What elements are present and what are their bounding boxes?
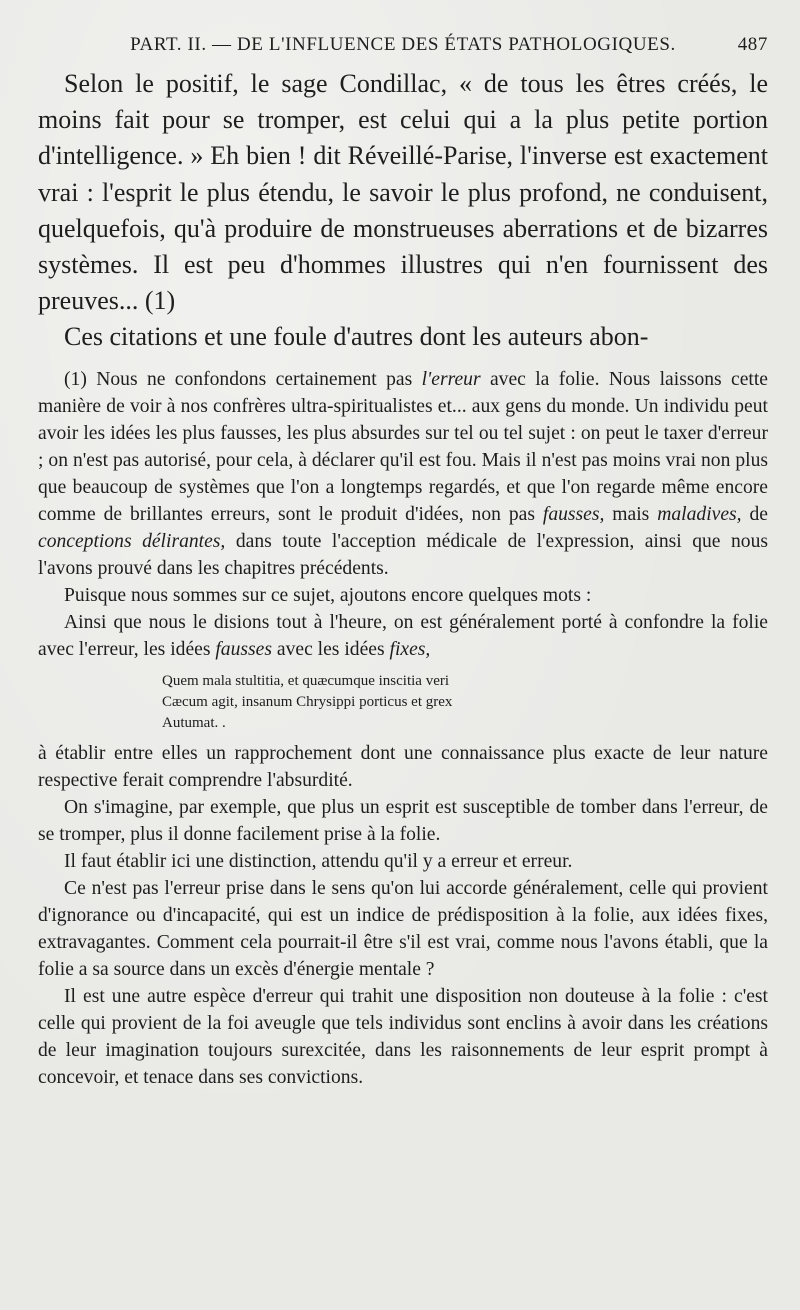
footnote-text-5: dans toute l'acception médicale de l'expression, ainsi que nous l'avons prouvé dans les chapitres précédents. [38, 530, 768, 579]
ainsi-italic-fausses: fausses [215, 638, 272, 660]
ainsi-text-1: Ainsi que nous le disions tout à l'heure, on est généralement porté à confondre la folie avec l'erreur, les idées [38, 611, 768, 660]
running-head [38, 28, 768, 62]
latin-verse [162, 671, 768, 734]
footnote-italic-erreur: l'erreur [421, 368, 481, 390]
footnote-italic-conceptions: conceptions délirantes, [38, 530, 226, 552]
verse-line: Autumat. . [162, 714, 226, 731]
paragraph-citations: Ces citations et une foule d'autres dont les auteurs abon- [64, 322, 649, 352]
footnote-text [38, 366, 768, 582]
footnote-1 [38, 366, 768, 582]
running-title: PART. II. — DE L'INFLUENCE DES ÉTATS PATHOLOGIQUES. [130, 34, 676, 55]
paragraph-puisque: Puisque nous sommes sur ce sujet, ajoutons encore quelques mots : [64, 584, 592, 606]
paragraph-autre: Il est une autre espèce d'erreur qui trahit une disposition non douteuse à la folie : c'est celle qui provient de la foi aveugle que tels individus sont enclins à avoir dans les créations de leur imagination toujours surexcitée, dans les raisonnements de leur esprit prompt à concevoir, et tenace dans ses convictions. [38, 985, 768, 1088]
footnote-text-1: (1) Nous ne confondons certainement pas [64, 368, 422, 390]
paragraph-etablir: à établir entre elles un rapprochement dont une connaissance plus exacte de leur nature respective ferait comprendre l'absurdité. [38, 742, 768, 791]
footnote-italic-maladives: maladives, [657, 503, 742, 525]
footnote-italic-fausses: fausses, [542, 503, 605, 525]
paragraph-imagine: On s'imagine, par exemple, que plus un esprit est susceptible de tomber dans l'erreur, de se tromper, plus il donne facilement prise à la folie. [38, 796, 768, 845]
paragraph-ainsi [38, 609, 768, 663]
ainsi-text-2: avec les idées [271, 638, 390, 660]
paragraph-distinction: Il faut établir ici une distinction, attendu qu'il y a erreur et erreur. [64, 850, 573, 872]
verse-line: Quem mala stultitia, et quæcumque inscitia veri [162, 672, 450, 689]
footnote-text-2: avec la folie. Nous laissons cette manière de voir à nos confrères ultra-spiritualistes et... aux gens du monde. Un individu peut avoir les idées les plus fausses, les plus absurdes sur tel ou tel sujet : on peut le taxer d'erreur ; on n'est pas autorisé, pour cela, à déclarer qu'il est fou. Mais il n'est pas moins vrai non plus que beaucoup de systèmes que l'on a longtemps regardés, et que l'on regarde même encore comme de brillantes erreurs, sont le produit d'idées, non pas [38, 368, 768, 525]
ainsi-italic-fixes: fixes, [389, 638, 431, 660]
page-number: 487 [737, 34, 768, 55]
footnote-text-4: de [741, 503, 768, 525]
main-text [38, 66, 768, 356]
paragraph-cenest: Ce n'est pas l'erreur prise dans le sens qu'on lui accorde généralement, celle qui provient d'ignorance ou d'incapacité, qui est un indice de prédisposition à la folie, aux idées fixes, extravagantes. Comment cela pourrait-il être s'il est vrai, comme nous l'avons établi, que la folie a sa source dans un excès d'énergie mentale ? [38, 877, 768, 980]
footnote-text-3: mais [604, 503, 658, 525]
footnote-continuation [38, 582, 768, 1091]
verse-line: Cæcum agit, insanum Chrysippi porticus et grex [162, 693, 453, 710]
paragraph-condillac: Selon le positif, le sage Condillac, « de tous les êtres créés, le moins fait pour se tromper, est celui qui a la plus petite portion d'intelligence. » Eh bien ! dit Réveillé-Parise, l'inverse est exactement vrai : l'esprit le plus étendu, le savoir le plus profond, ne conduisent, quelquefois, qu'à produire de monstrueuses aberrations et de bizarres systèmes. Il est peu d'hommes illustres qui n'en fournissent des preuves... (1) [38, 69, 768, 316]
